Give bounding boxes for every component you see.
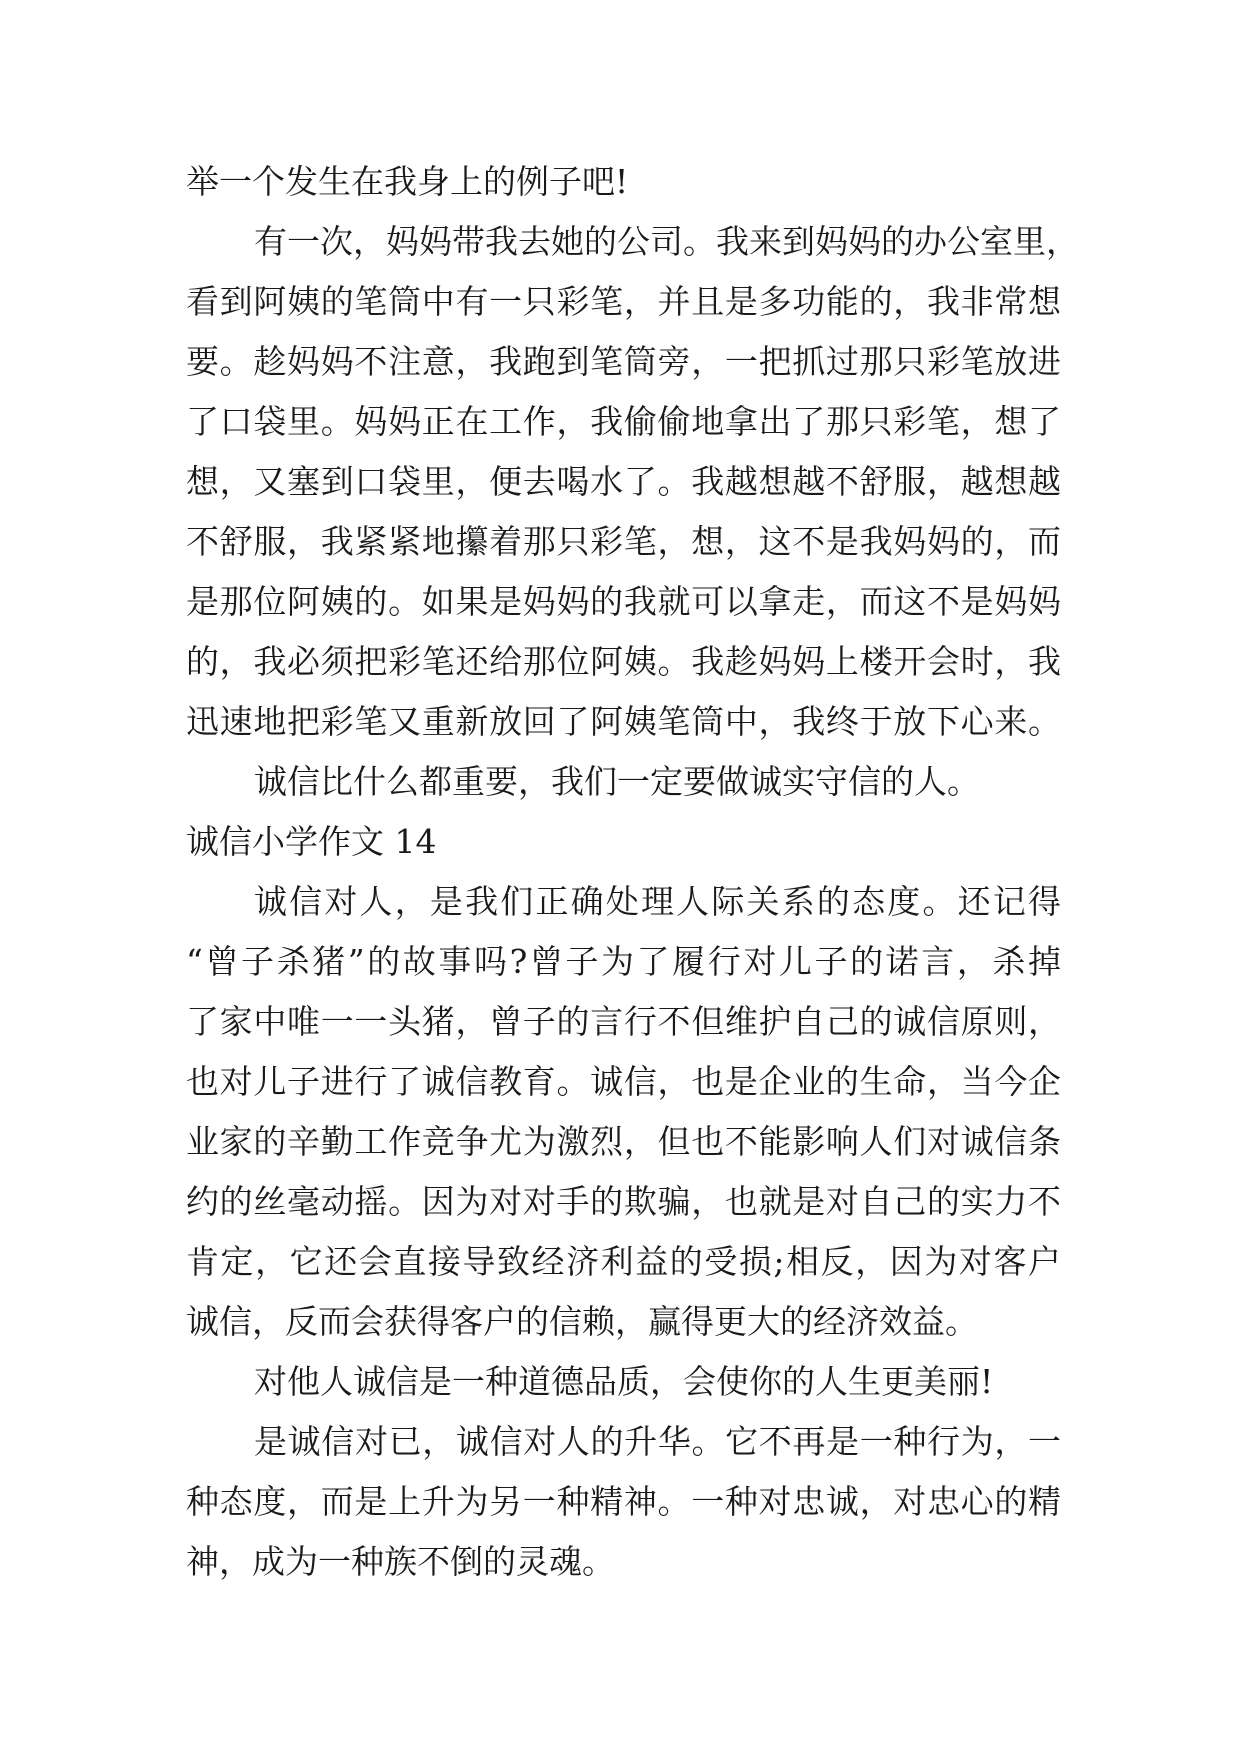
text-line: 了家中唯一一头猪，曾子的言行不但维护自己的诚信原则，	[186, 1002, 1061, 1041]
text-line: 诚信比什么都重要，我们一定要做诚实守信的人。	[254, 762, 980, 801]
document-body	[186, 152, 1079, 1592]
text-line: 举一个发生在我身上的例子吧!	[186, 162, 629, 201]
text-line: 种态度，而是上升为另一种精神。一种对忠诚，对忠心的精	[186, 1482, 1061, 1521]
text-line: 业家的辛勤工作竞争尤为激烈，但也不能影响人们对诚信条	[186, 1122, 1061, 1161]
text-line: 是诚信对已，诚信对人的升华。它不再是一种行为，一	[254, 1422, 1061, 1461]
text-line: 诚信，反而会获得客户的信赖，赢得更大的经济效益。	[186, 1302, 978, 1341]
section-heading: 诚信小学作文 14	[186, 822, 437, 861]
text-line: 约的丝毫动摇。因为对对手的欺骗，也就是对自己的实力不	[186, 1182, 1061, 1221]
text-line: 不舒服，我紧紧地攥着那只彩笔，想，这不是我妈妈的，而	[186, 522, 1061, 561]
text-line: 迅速地把彩笔又重新放回了阿姨笔筒中，我终于放下心来。	[186, 702, 1061, 741]
text-line: 对他人诚信是一种道德品质，会使你的人生更美丽!	[254, 1362, 994, 1401]
text-line: “曾子杀猪”的故事吗?曾子为了履行对儿子的诺言，杀掉	[186, 942, 1061, 981]
document-page	[186, 152, 1079, 1592]
text-line: 诚信对人，是我们正确处理人际关系的态度。还记得	[254, 882, 1061, 921]
text-line: 的，我必须把彩笔还给那位阿姨。我趁妈妈上楼开会时，我	[186, 642, 1061, 681]
text-line: 要。趁妈妈不注意，我跑到笔筒旁，一把抓过那只彩笔放进	[186, 342, 1061, 381]
text-line: 了口袋里。妈妈正在工作，我偷偷地拿出了那只彩笔，想了	[186, 402, 1061, 441]
text-line: 看到阿姨的笔筒中有一只彩笔，并且是多功能的，我非常想	[186, 282, 1061, 321]
text-line: 神，成为一种族不倒的灵魂。	[186, 1542, 615, 1581]
text-line: 肯定，它还会直接导致经济利益的受损;相反，因为对客户	[186, 1242, 1061, 1281]
text-line: 想，又塞到口袋里，便去喝水了。我越想越不舒服，越想越	[186, 462, 1061, 501]
text-line: 有一次，妈妈带我去她的公司。我来到妈妈的办公室里，	[254, 222, 1079, 261]
text-line: 也对儿子进行了诚信教育。诚信，也是企业的生命，当今企	[186, 1062, 1061, 1101]
text-line: 是那位阿姨的。如果是妈妈的我就可以拿走，而这不是妈妈	[186, 582, 1061, 621]
